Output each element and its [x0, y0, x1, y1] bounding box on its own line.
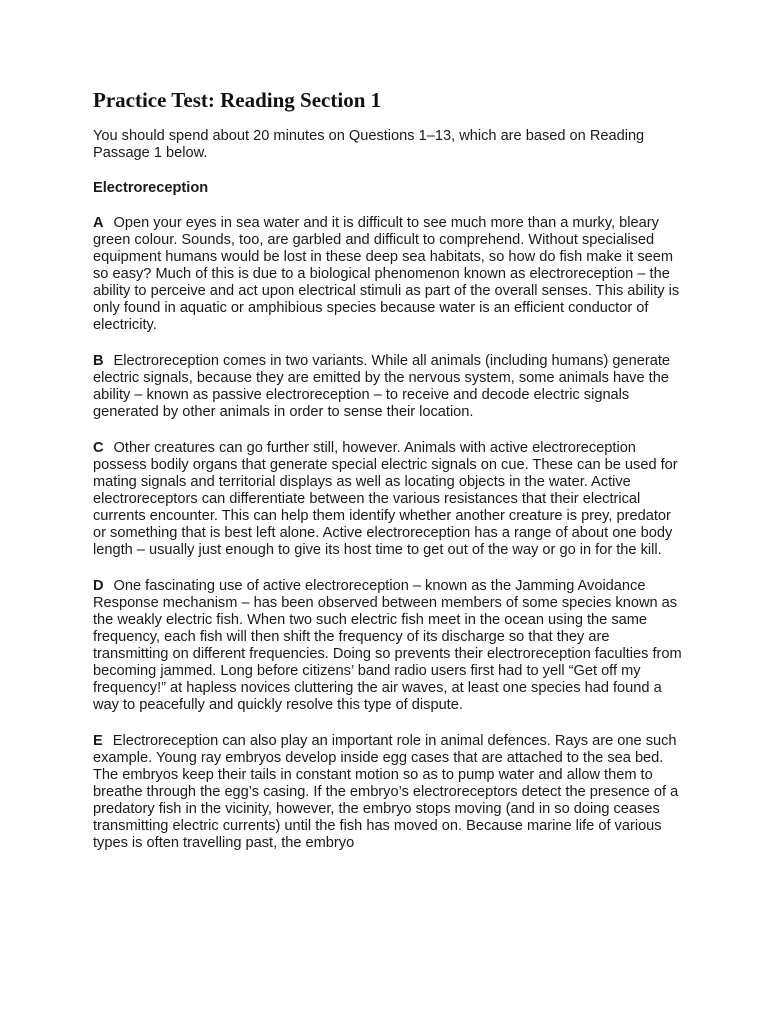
paragraph-letter: E — [93, 733, 103, 749]
instructions-text: You should spend about 20 minutes on Questions 1–13, which are based on Reading Passage 1 below. — [93, 128, 645, 161]
document-page — [93, 86, 683, 871]
paragraph-d — [93, 578, 683, 714]
paragraph-letter: C — [93, 440, 104, 456]
paragraph-text: Electroreception can also play an important role in animal defences. Rays are one such example. Young ray embryos develop inside egg cases that are attached to the sea bed. The embryos keep their tails in constant motion so as to pump water and allow them to breathe through the egg’s casing. If the embryo’s electroreceptors detect the presence of a predatory fish in the vicinity, however, the embryo stops moving (and in so doing ceases transmitting electric currents) until the fish has moved on. Because marine life of various types is often travelling past, the embryo — [93, 733, 679, 851]
paragraph-letter: A — [93, 215, 104, 231]
page-title: Practice Test: Reading Section 1 — [93, 88, 382, 112]
paragraph-text: Other creatures can go further still, however. Animals with active electroreception possess bodily organs that generate special electric signals on cue. These can be used for mating signals and territorial displays as well as locating objects in the water. Active electroreceptors can differentiate between the various resistances that their electrical currents encounter. This can help them identify whether another creature is prey, predator or something that is best left alone. Active electroreception has a range of about one body length – usually just enough to give its host time to get out of the way or go in for the kill. — [93, 440, 678, 558]
paragraph-letter: D — [93, 578, 104, 594]
paragraph-text: Electroreception comes in two variants. While all animals (including humans) generate electric signals, because they are emitted by the nervous system, some animals have the ability – known as passive electroreception – to receive and decode electric signals generated by other animals in order to sense their location. — [93, 353, 670, 420]
passage-title: Electroreception — [93, 180, 209, 196]
paragraph-text: Open your eyes in sea water and it is difficult to see much more than a murky, bleary green colour. Sounds, too, are garbled and difficult to comprehend. Without specialised equipment humans would be lost in these deep sea habitats, so how do fish make it seem so easy? Much of this is due to a biological phenomenon known as electroreception – the ability to perceive and act upon electrical stimuli as part of the overall senses. This ability is only found in aquatic or amphibious species because water is an efficient conductor of electricity. — [93, 215, 680, 333]
paragraph-b — [93, 353, 683, 421]
paragraph-letter: B — [93, 353, 104, 369]
paragraph-c — [93, 440, 683, 559]
paragraph-text: One fascinating use of active electroreception – known as the Jamming Avoidance Response mechanism – has been observed between members of some species known as the weakly electric fish. When two such electric fish meet in the ocean using the same frequency, each fish will then shift the frequency of its discharge so that they are transmitting on different frequencies. Doing so prevents their electroreception faculties from becoming jammed. Long before citizens’ band radio users first had to yell “Get off my frequency!” at hapless novices cluttering the air waves, at least one species had found a way to peacefully and quickly resolve this type of dispute. — [93, 578, 682, 713]
paragraph-a — [93, 215, 683, 334]
paragraph-e — [93, 733, 683, 852]
